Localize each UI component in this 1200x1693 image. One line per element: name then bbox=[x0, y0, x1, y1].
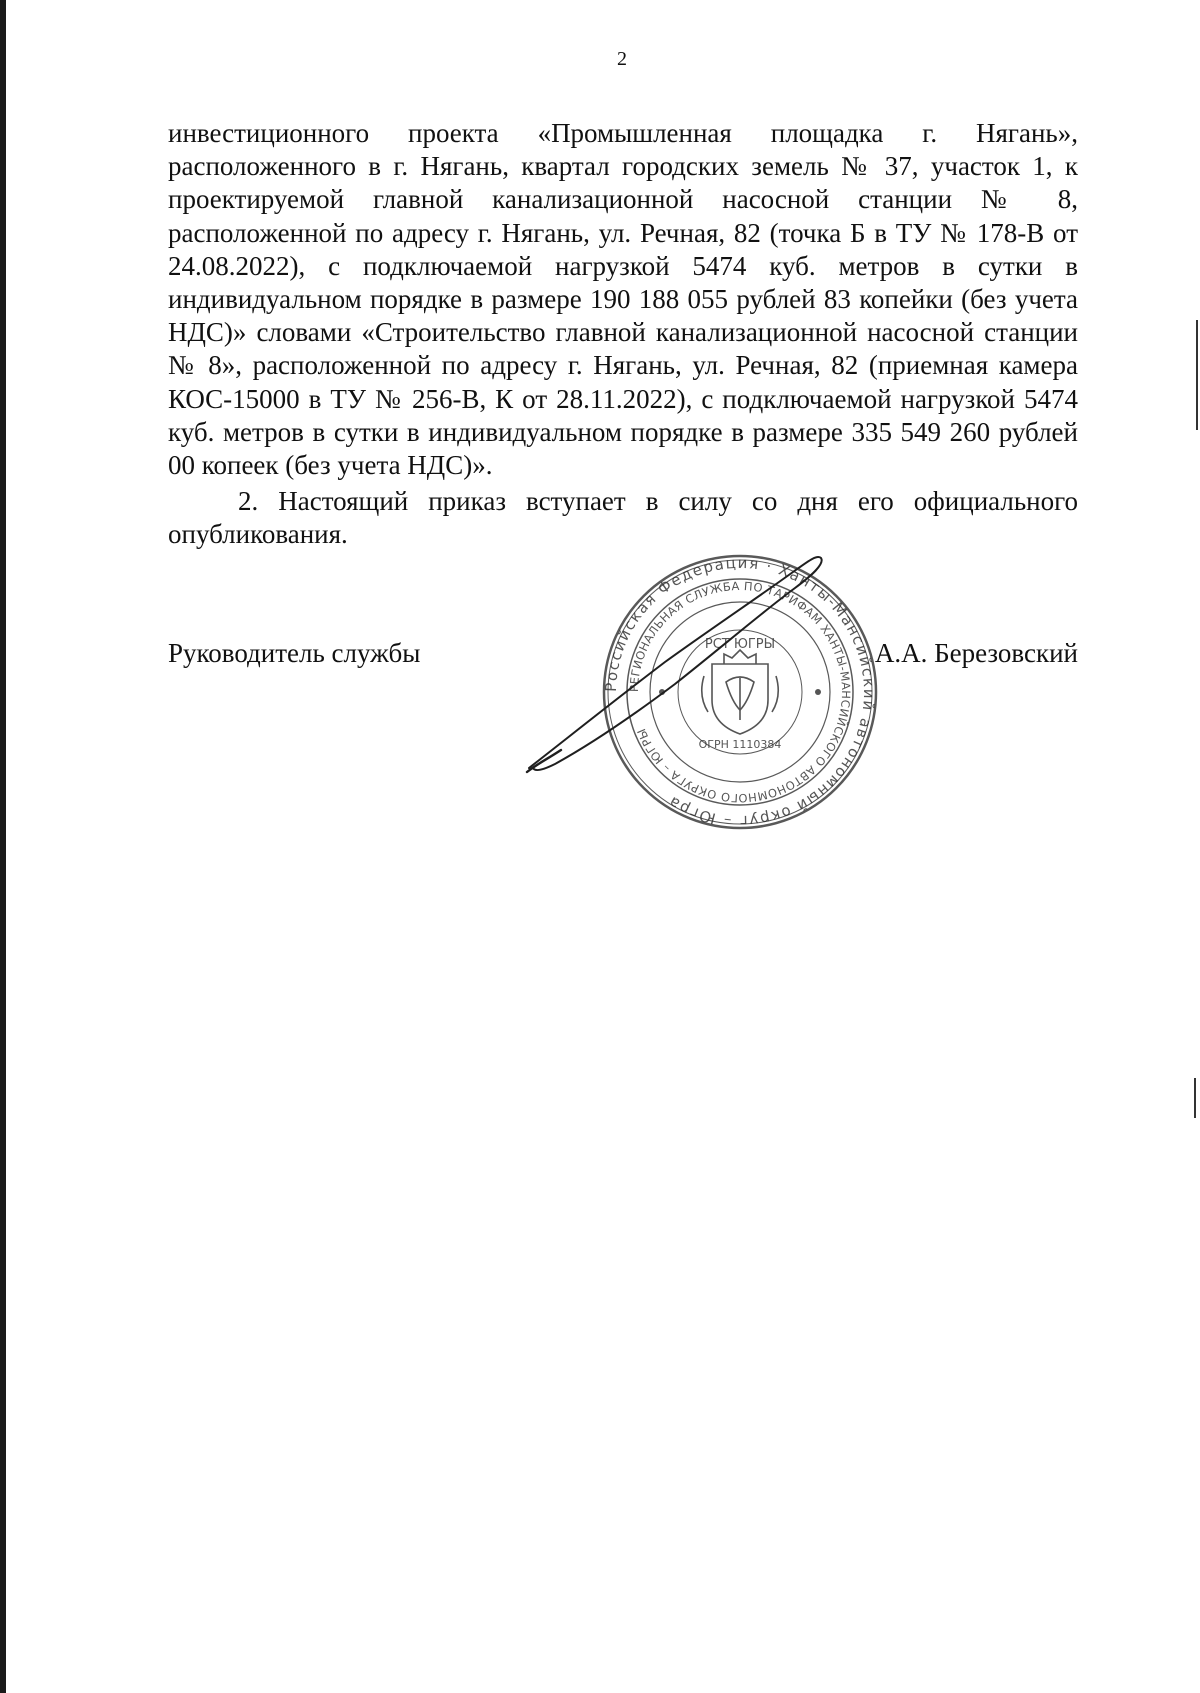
paragraph-continuation: инвестиционного проекта «Промышленная площадка г. Нягань», расположенного в г. Нягань, квартал городских земель № 37, участок 1, к проектируемой главной канализационной насосной станции № 8, расположенной по адресу г. Нягань, ул. Речная, 82 (точка Б в ТУ № 178-В от 24.08.2022), с подключаемой нагрузкой 5474 куб. метров в сутки в индивидуальном порядке в размере 190 188 055 рублей 83 копейки (без учета НДС)» словами «Строительство главной канализационной насосной станции № 8», расположенной по адресу г. Нягань, ул. Речная, 82 (приемная камера КОС-15000 в ТУ № 256-В, К от 28.11.2022), с подключаемой нагрузкой 5474 куб. метров в сутки в индивидуальном порядке в размере 335 549 260 рублей 00 копеек (без учета НДС)». bbox=[168, 118, 1078, 481]
body-text bbox=[168, 117, 1078, 552]
signatory-title: Руководитель службы bbox=[168, 638, 421, 668]
seal-middle-text: РЕГИОНАЛЬНАЯ СЛУЖБА ПО ТАРИФАМ ХАНТЫ-МАНСИЙСКОГО АВТОНОМНОГО ОКРУГА – ЮГРЫ bbox=[626, 578, 854, 806]
scan-edge-mark bbox=[1196, 320, 1198, 430]
scan-edge-mark bbox=[1194, 1078, 1196, 1118]
paragraph-effective-date: 2. Настоящий приказ вступает в силу со дня его официального опубликования. bbox=[168, 486, 1078, 550]
signatory-name: А.А. Березовский bbox=[874, 638, 1078, 668]
seal-inner-top-text: РСТ ЮГРЫ bbox=[704, 637, 776, 652]
handwritten-signature bbox=[525, 550, 865, 780]
seal-outer-text: Российская Федерация · Ханты-Мансийский автономный округ – Югра bbox=[601, 553, 879, 831]
page-number: 2 bbox=[617, 48, 627, 70]
seal-inner-bottom-text: ОГРН 1110384 bbox=[698, 738, 782, 751]
scan-edge-left bbox=[0, 0, 6, 1693]
